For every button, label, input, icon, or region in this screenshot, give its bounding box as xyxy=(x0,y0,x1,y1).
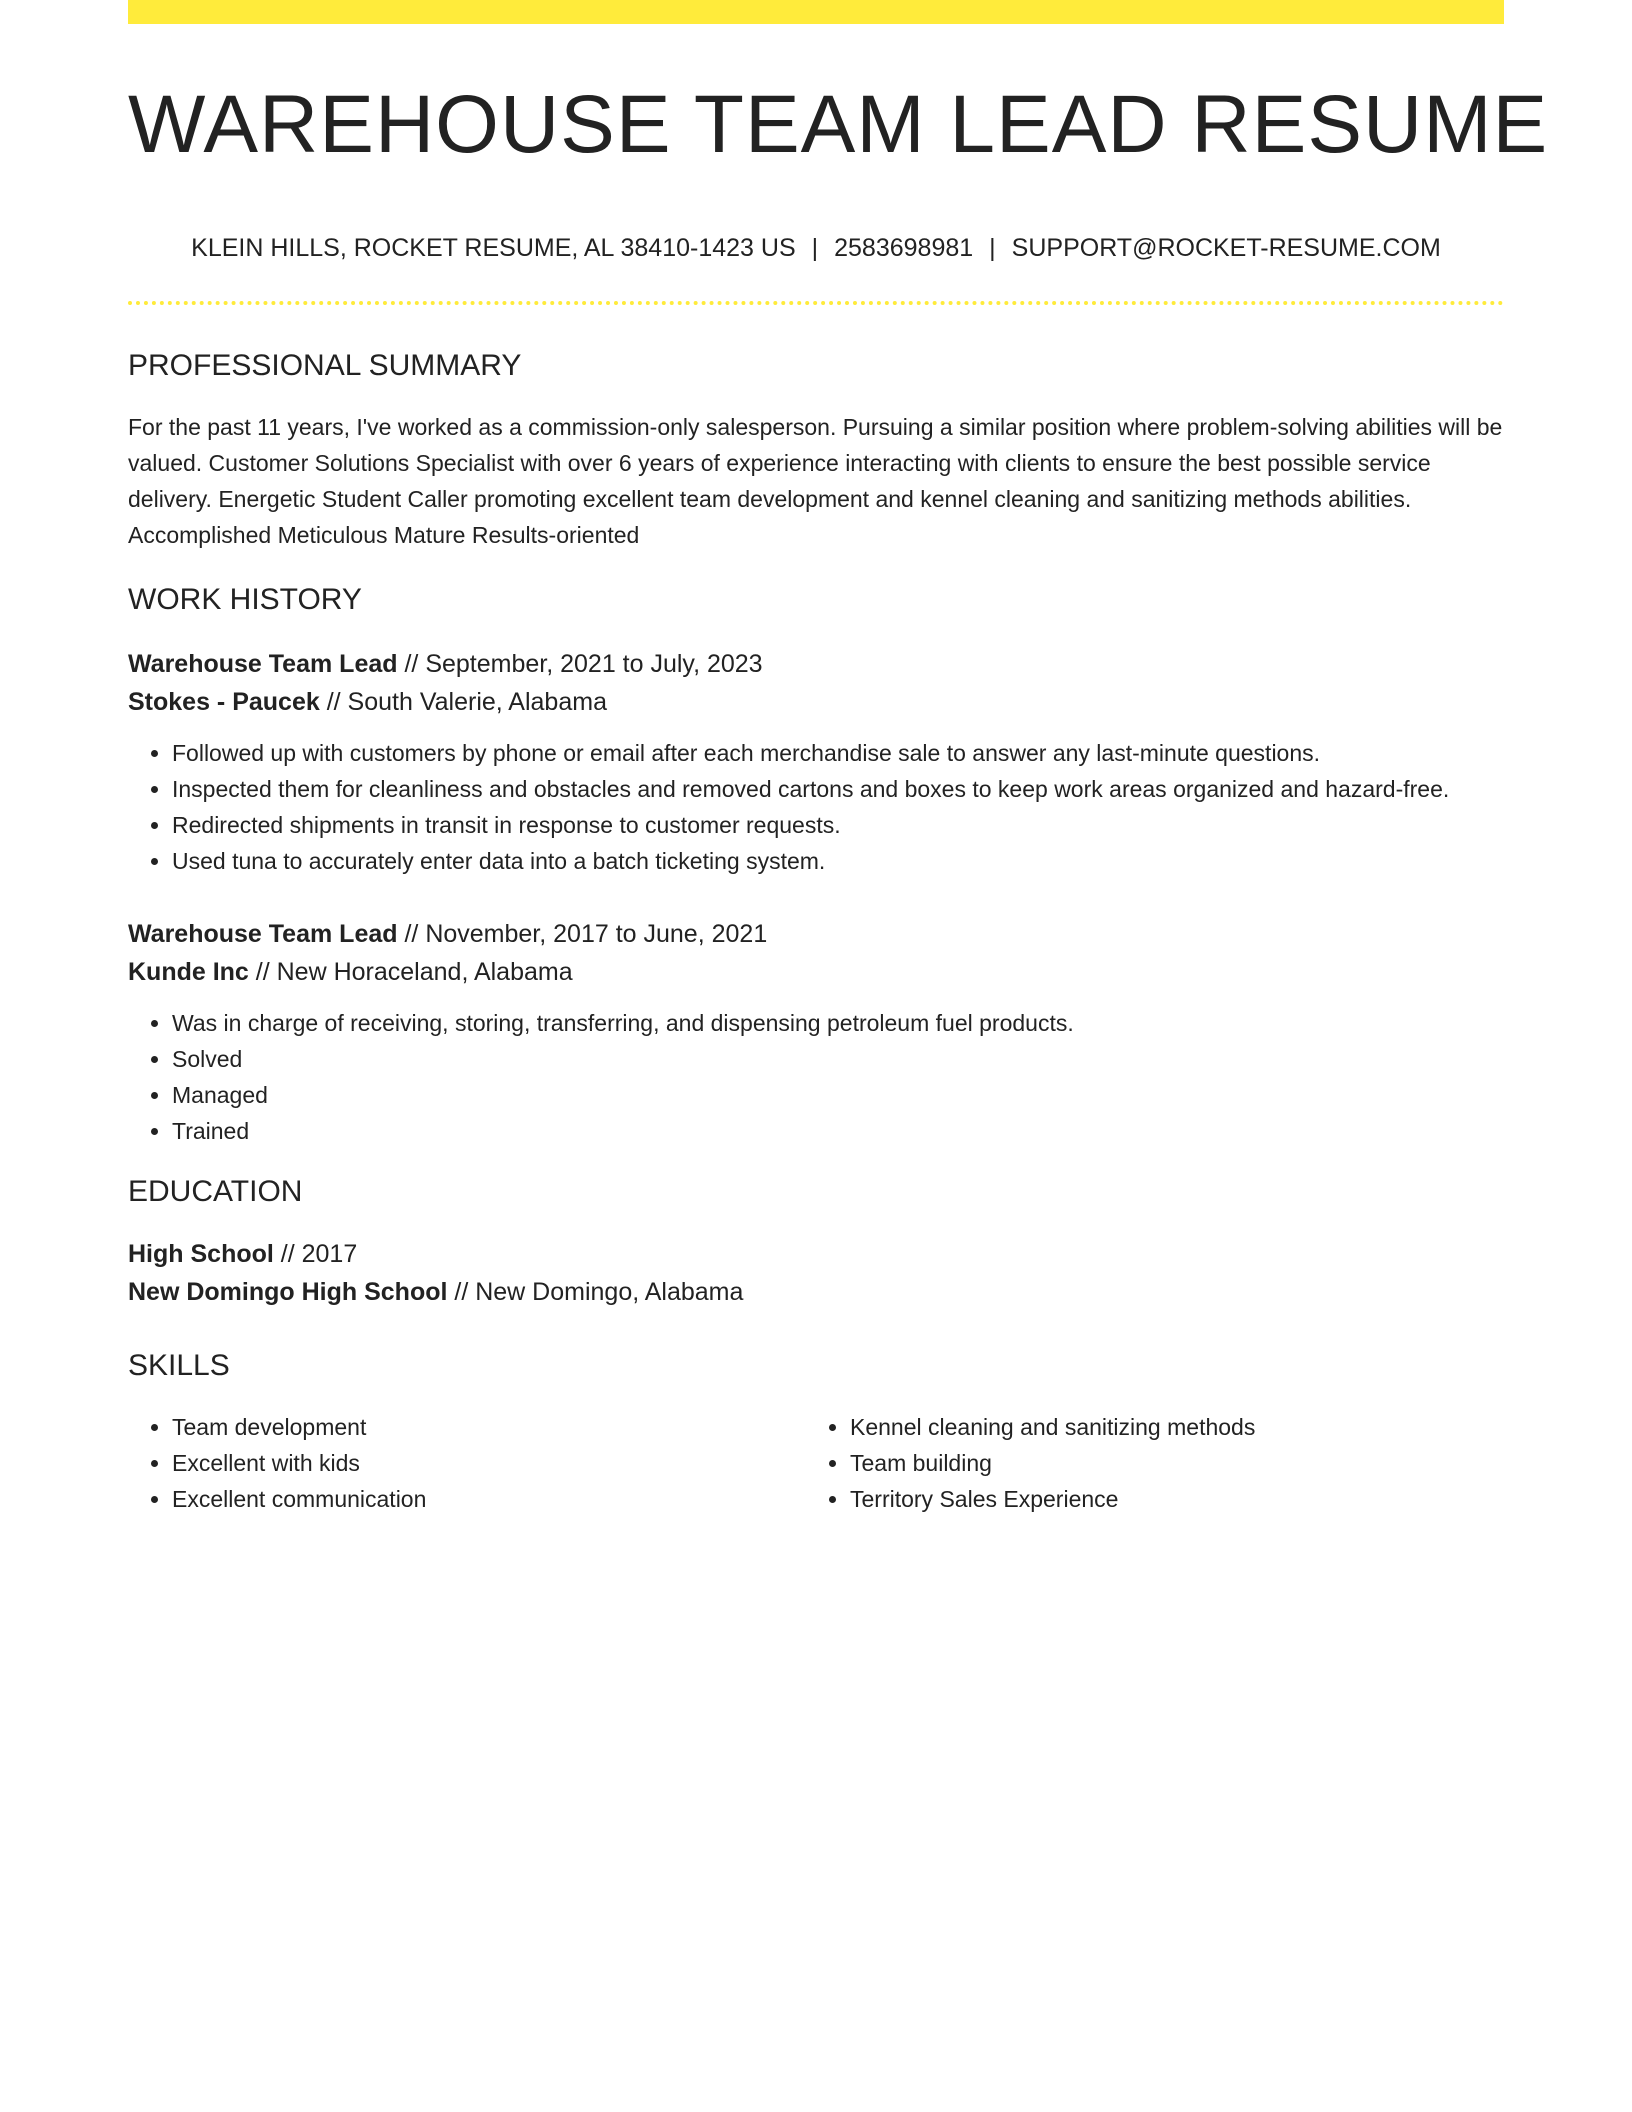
contact-address: KLEIN HILLS, ROCKET RESUME, AL 38410-1423 US xyxy=(191,234,796,262)
skills-right-list xyxy=(806,1409,1484,1517)
summary-heading: PROFESSIONAL SUMMARY xyxy=(128,349,522,382)
job-dates: // September, 2021 to July, 2023 xyxy=(397,650,763,678)
work-history-heading: WORK HISTORY xyxy=(128,583,362,616)
page-title: WAREHOUSE TEAM LEAD RESUME xyxy=(128,79,1549,170)
education-entry xyxy=(128,1235,1504,1311)
skill-item: • Territory Sales Experience xyxy=(850,1481,1484,1517)
job-entry xyxy=(128,645,1504,879)
skill-item: • Team building xyxy=(850,1445,1484,1481)
education-degree: High School xyxy=(128,1240,274,1268)
education-school: New Domingo High School xyxy=(128,1278,448,1306)
contact-email: SUPPORT@ROCKET-RESUME.COM xyxy=(1011,234,1441,262)
job-bullet: • Solved xyxy=(172,1041,1504,1077)
education-heading: EDUCATION xyxy=(128,1175,303,1208)
summary-text: For the past 11 years, I've worked as a commission-only salesperson. Pursuing a similar position where problem-solving abilities will be valued. Customer Solutions Specialist with over 6 years of experience interacting with clients to ensure the best possible service delivery. Energetic Student Caller promoting excellent team development and kennel cleaning and sanitizing methods abilities. Accomplished Meticulous Mature Results-oriented xyxy=(128,414,1503,548)
job-bullets xyxy=(128,1005,1504,1149)
education-year: // 2017 xyxy=(273,1240,358,1268)
job-company: Stokes - Paucek xyxy=(128,688,320,716)
education-degree-line xyxy=(128,1235,1504,1273)
job-location: // New Horaceland, Alabama xyxy=(248,958,573,986)
job-title-line xyxy=(128,915,1504,953)
job-title: Warehouse Team Lead xyxy=(128,920,398,948)
skills-columns xyxy=(128,1409,1504,1517)
job-bullet: • Was in charge of receiving, storing, transferring, and dispensing petroleum fuel products. xyxy=(172,1005,1504,1041)
job-company-line xyxy=(128,683,1504,721)
job-bullet: • Managed xyxy=(172,1077,1504,1113)
top-accent-bar xyxy=(128,0,1504,24)
dotted-divider xyxy=(128,301,1504,305)
job-bullet: • Inspected them for cleanliness and obstacles and removed cartons and boxes to keep work areas organized and hazard-free. xyxy=(172,771,1504,807)
job-location: // South Valerie, Alabama xyxy=(319,688,607,716)
job-bullet: • Redirected shipments in transit in response to customer requests. xyxy=(172,807,1504,843)
job-bullets xyxy=(128,735,1504,879)
skill-item: • Team development xyxy=(172,1409,806,1445)
job-entry xyxy=(128,915,1504,1149)
education-school-line xyxy=(128,1273,1504,1311)
skills-heading: SKILLS xyxy=(128,1349,230,1382)
job-company: Kunde Inc xyxy=(128,958,249,986)
job-title: Warehouse Team Lead xyxy=(128,650,398,678)
job-dates: // November, 2017 to June, 2021 xyxy=(397,920,768,948)
skill-item: • Kennel cleaning and sanitizing methods xyxy=(850,1409,1484,1445)
job-bullet: • Used tuna to accurately enter data into a batch ticketing system. xyxy=(172,843,1504,879)
contact-phone: 2583698981 xyxy=(834,234,974,262)
contact-separator: | xyxy=(811,234,819,262)
contact-separator: | xyxy=(989,234,996,262)
job-company-line xyxy=(128,953,1504,991)
skills-left-list xyxy=(128,1409,806,1517)
job-bullet: • Followed up with customers by phone or email after each merchandise sale to answer any last-minute questions. xyxy=(172,735,1504,771)
job-bullet: • Trained xyxy=(172,1113,1504,1149)
job-title-line xyxy=(128,645,1504,683)
skill-item: • Excellent communication xyxy=(172,1481,806,1517)
education-location: // New Domingo, Alabama xyxy=(447,1278,744,1306)
contact-line xyxy=(128,234,1504,263)
skill-item: • Excellent with kids xyxy=(172,1445,806,1481)
resume-page xyxy=(128,0,1549,1517)
